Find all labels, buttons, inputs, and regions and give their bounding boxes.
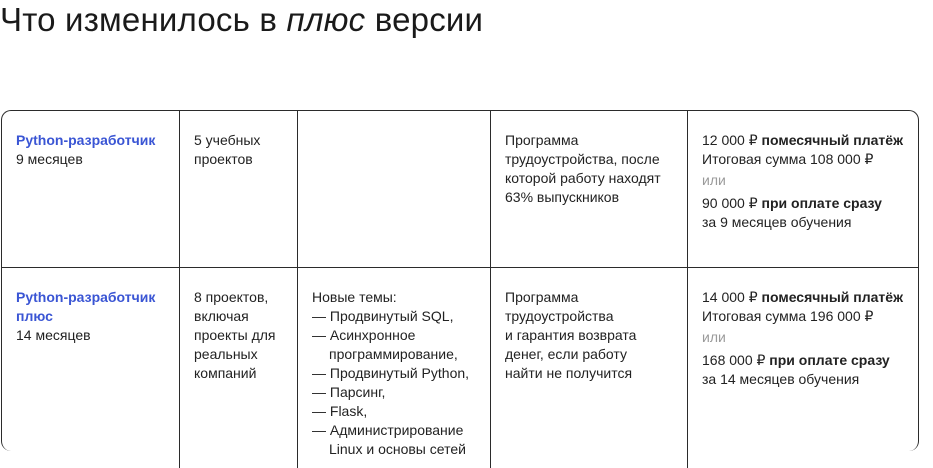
course-name: Python-разработчик: [16, 289, 156, 305]
employment-cell: [491, 268, 688, 468]
course-name: Python-разработчик: [16, 132, 156, 148]
projects-line: проектов: [194, 151, 253, 167]
employment-line: и гарантия возврата: [505, 327, 637, 343]
employment-cell: [491, 111, 688, 267]
employment-line: Программа: [505, 132, 579, 148]
topics-line: Новые темы:: [312, 289, 397, 305]
payment-term: за 14 месяцев обучения: [702, 371, 860, 387]
projects-line: реальных: [194, 346, 258, 362]
projects-line: 5 учебных: [194, 132, 261, 148]
upfront-payment: 90 000 ₽ при оплате сразу: [702, 195, 882, 211]
title-suffix: версии: [374, 1, 484, 38]
course-cell: [2, 268, 180, 468]
title-emphasis: плюс: [286, 1, 366, 38]
course-duration: 9 месяцев: [16, 151, 83, 167]
course-name-suffix: плюс: [16, 308, 53, 324]
employment-line: трудоустройства: [505, 308, 614, 324]
projects-cell: [180, 268, 298, 468]
monthly-payment: 12 000 ₽ помесячный платёж: [702, 132, 903, 148]
course-cell: [2, 111, 180, 267]
employment-line: денег, если работу: [505, 346, 627, 362]
course-duration: 14 месяцев: [16, 327, 91, 343]
topics-cell: [298, 111, 491, 267]
price-cell: [688, 268, 918, 468]
topics-line: — Flask,: [312, 403, 368, 419]
topics-line: — Администрирование: [312, 422, 464, 438]
projects-line: проекты для: [194, 327, 276, 343]
topics-line: — Продвинутый Python,: [312, 365, 470, 381]
payment-term: за 9 месяцев обучения: [702, 214, 852, 230]
monthly-payment: 14 000 ₽ помесячный платёж: [702, 289, 903, 305]
projects-line: компаний: [194, 365, 257, 381]
employment-line: 63% выпускников: [505, 189, 620, 205]
topics-line: — Продвинутый SQL,: [312, 308, 454, 324]
topics-line: программирование,: [329, 346, 458, 362]
topics-line: Linux и основы сетей: [329, 441, 466, 457]
upfront-payment: 168 000 ₽ при оплате сразу: [702, 352, 890, 368]
employment-line: которой работу находят: [505, 170, 661, 186]
page-title: [0, 0, 483, 40]
topics-line: — Асинхронное: [312, 327, 416, 343]
topics-line: — Парсинг,: [312, 384, 386, 400]
or-separator: или: [702, 172, 726, 188]
or-separator: или: [702, 329, 726, 345]
title-prefix: Что изменилось в: [0, 1, 278, 38]
total-sum: Итоговая сумма 108 000 ₽: [702, 151, 874, 167]
projects-line: 8 проектов,: [194, 289, 269, 305]
table-row: [2, 111, 918, 268]
projects-cell: [180, 111, 298, 267]
table-row: [2, 268, 918, 468]
total-sum: Итоговая сумма 196 000 ₽: [702, 308, 874, 324]
projects-line: включая: [194, 308, 249, 324]
comparison-table: [1, 110, 919, 457]
employment-line: найти не получится: [505, 365, 633, 381]
employment-line: трудоустройства, после: [505, 151, 660, 167]
topics-cell: [298, 268, 491, 468]
price-cell: [688, 111, 918, 267]
employment-line: Программа: [505, 289, 579, 305]
